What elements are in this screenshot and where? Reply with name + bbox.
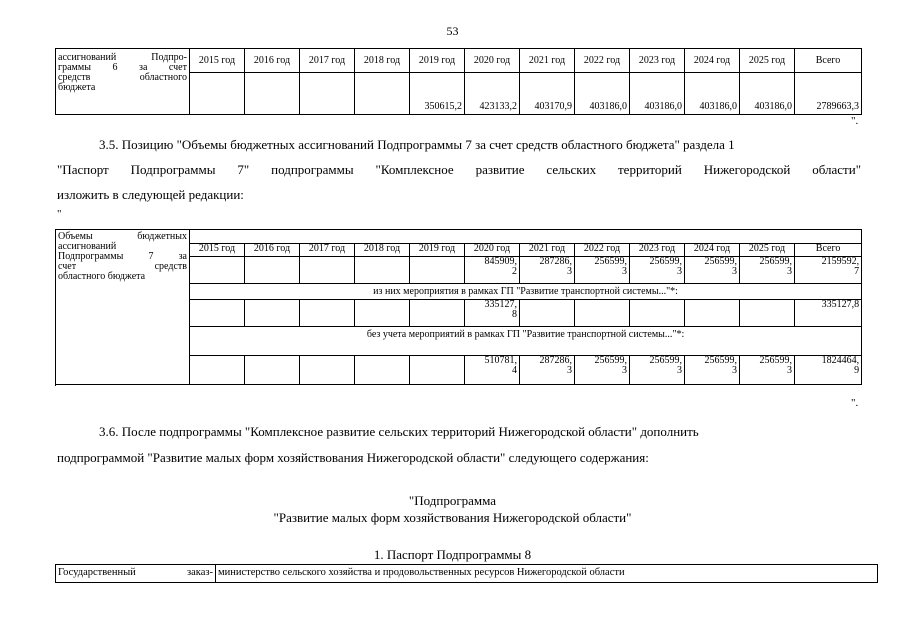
- subprogram-heading-line2: "Развитие малых форм хозяйствования Нижегородской области": [273, 510, 632, 525]
- year-header: 2015 год: [190, 49, 245, 73]
- paragraph-3-6-line2: подпрограммой "Развитие малых форм хозяйствования Нижегородской области" следующего содержания:: [57, 450, 649, 465]
- value-cell: 403186,0: [630, 73, 685, 115]
- value-cell: [740, 257, 795, 284]
- value-cell: [465, 356, 520, 385]
- value-cell-part: 256599,: [759, 256, 792, 267]
- value-cell-part: 3: [677, 266, 682, 277]
- year-header: Всего: [795, 49, 862, 73]
- page-number: 53: [446, 24, 459, 38]
- subheader-row: из них мероприятия в рамках ГП "Развитие транспортной системы..."*:: [190, 284, 862, 300]
- year-header: 2025 год: [740, 244, 795, 257]
- year-header: 2016 год: [245, 49, 300, 73]
- value-cell: [795, 257, 862, 284]
- value-cell: [795, 356, 862, 385]
- value-cell-part: 256599,: [704, 355, 737, 366]
- value-cell: [410, 356, 465, 385]
- value-cell: [410, 300, 465, 327]
- year-header: 2019 год: [410, 49, 465, 73]
- label-line: счет средств: [58, 261, 187, 272]
- table1-row-label: [56, 49, 190, 115]
- value-cell: [740, 300, 795, 327]
- subheader-row: без учета мероприятий в рамках ГП "Развитие транспортной системы..."*:: [190, 327, 862, 356]
- year-header: 2016 год: [245, 244, 300, 257]
- year-header: 2018 год: [355, 244, 410, 257]
- value-cell: [685, 257, 740, 284]
- year-header: 2022 год: [575, 244, 630, 257]
- value-cell-part: 3: [677, 365, 682, 376]
- label-line: ассигнований Подпро-: [58, 52, 187, 63]
- value-cell: [190, 73, 245, 115]
- value-cell-part: 3: [732, 365, 737, 376]
- value-cell-part: 256599,: [759, 355, 792, 366]
- value-cell: 335127,8: [795, 300, 862, 327]
- label-line: областного бюджета: [58, 271, 146, 282]
- paragraph-3-5-line2: "Паспорт Подпрограммы 7" подпрограммы "Комплексное развитие сельских территорий Нижегородской области": [57, 162, 861, 177]
- year-header: 2025 год: [740, 49, 795, 73]
- year-header: 2017 год: [300, 49, 355, 73]
- year-header: 2023 год: [630, 49, 685, 73]
- year-header: Всего: [795, 244, 862, 257]
- value-cell-part: 7: [854, 266, 860, 277]
- year-header: 2021 год: [520, 244, 575, 257]
- value-cell: [300, 356, 355, 385]
- value-cell: [190, 300, 245, 327]
- label-line: ассигнований: [58, 241, 117, 252]
- year-header: 2015 год: [190, 244, 245, 257]
- value-cell-part: 3: [787, 266, 792, 277]
- value-cell: [355, 356, 410, 385]
- value-cell: [410, 257, 465, 284]
- value-cell: 350615,2: [410, 73, 465, 115]
- label-line: Подпрограммы 7 за: [58, 251, 187, 262]
- passport-table: [55, 564, 878, 583]
- passport-title: 1. Паспорт Подпрограммы 8: [373, 547, 532, 562]
- label-line: средств областного: [58, 72, 187, 83]
- year-header: 2021 год: [520, 49, 575, 73]
- value-cell-part: 3: [567, 365, 572, 376]
- value-cell-part: 3: [622, 266, 627, 277]
- value-cell: [190, 257, 245, 284]
- value-cell: [520, 356, 575, 385]
- value-cell-part: 335127,: [484, 299, 517, 310]
- value-cell: [630, 300, 685, 327]
- paragraph-3-5-line3: изложить в следующей редакции:: [57, 187, 244, 202]
- year-header: 2018 год: [355, 49, 410, 73]
- year-header: 2024 год: [685, 49, 740, 73]
- year-header: 2024 год: [685, 244, 740, 257]
- value-cell-part: 9: [854, 365, 860, 376]
- passport-row-value: министерство сельского хозяйства и продовольственных ресурсов Нижегородской области: [216, 565, 878, 583]
- value-cell-part: 256599,: [649, 256, 682, 267]
- value-cell-part: 256599,: [649, 355, 682, 366]
- value-cell: 403170,9: [520, 73, 575, 115]
- value-cell: [355, 257, 410, 284]
- value-cell-part: 287286,: [539, 256, 572, 267]
- value-cell-part: 2159592,: [821, 256, 860, 267]
- value-cell: [575, 300, 630, 327]
- value-cell-part: 3: [567, 266, 572, 277]
- value-cell: 2789663,3: [795, 73, 862, 115]
- value-cell-part: 256599,: [594, 256, 627, 267]
- value-cell: [575, 257, 630, 284]
- value-cell: [300, 300, 355, 327]
- value-cell: 403186,0: [740, 73, 795, 115]
- table1-closing-mark: ".: [851, 115, 859, 127]
- value-cell: [245, 257, 300, 284]
- open-quote: ": [57, 208, 62, 220]
- budget-table-subprogram-7: [55, 229, 862, 385]
- value-cell: [520, 300, 575, 327]
- value-cell: [520, 257, 575, 284]
- value-cell: [245, 73, 300, 115]
- year-header: 2023 год: [630, 244, 685, 257]
- label-line: бюджета: [58, 82, 96, 93]
- value-cell-part: 510781,: [484, 355, 517, 366]
- paragraph-3-6-line1: 3.6. После подпрограммы "Комплексное развитие сельских территорий Нижегородской области" дополнить: [99, 424, 699, 439]
- value-cell: [685, 300, 740, 327]
- value-cell: [465, 257, 520, 284]
- value-cell-part: 4: [512, 365, 517, 376]
- value-cell-part: 3: [732, 266, 737, 277]
- value-cell: [630, 257, 685, 284]
- value-cell-part: 8: [512, 309, 517, 320]
- value-cell: [355, 73, 410, 115]
- value-cell: [740, 356, 795, 385]
- value-cell: [465, 300, 520, 327]
- year-header: 2020 год: [465, 49, 520, 73]
- value-cell: [300, 73, 355, 115]
- value-cell-part: 1824464,: [821, 355, 860, 366]
- year-header: 2020 год: [465, 244, 520, 257]
- value-cell: [245, 356, 300, 385]
- value-cell: [245, 300, 300, 327]
- value-cell-part: 3: [787, 365, 792, 376]
- value-cell: [685, 356, 740, 385]
- year-header: 2022 год: [575, 49, 630, 73]
- subprogram-heading-line1: "Подпрограмма: [408, 493, 497, 508]
- table2-closing-mark: ".: [851, 397, 859, 409]
- value-cell-part: 845909,: [484, 256, 517, 267]
- value-cell: 403186,0: [685, 73, 740, 115]
- value-cell: [630, 356, 685, 385]
- paragraph-3-5-line1: 3.5. Позицию "Объемы бюджетных ассигнований Подпрограммы 7 за счет средств областного бюджета" раздела 1: [99, 137, 735, 152]
- value-cell: 403186,0: [575, 73, 630, 115]
- table2-row-label: [56, 230, 190, 385]
- value-cell: [300, 257, 355, 284]
- value-cell-part: 256599,: [594, 355, 627, 366]
- year-header: 2017 год: [300, 244, 355, 257]
- budget-table-subprogram-6: [55, 48, 862, 115]
- value-cell-part: 2: [512, 266, 517, 277]
- value-cell: [575, 356, 630, 385]
- year-header: 2019 год: [410, 244, 465, 257]
- value-cell-part: 256599,: [704, 256, 737, 267]
- value-cell: [190, 356, 245, 385]
- value-cell: 423133,2: [465, 73, 520, 115]
- label-line: Объемы бюджетных: [58, 231, 187, 242]
- value-cell: [355, 300, 410, 327]
- value-cell-part: 287286,: [539, 355, 572, 366]
- label-line: граммы 6 за счет: [58, 62, 187, 73]
- passport-row-label: Государственный заказ-: [56, 565, 216, 583]
- value-cell-part: 3: [622, 365, 627, 376]
